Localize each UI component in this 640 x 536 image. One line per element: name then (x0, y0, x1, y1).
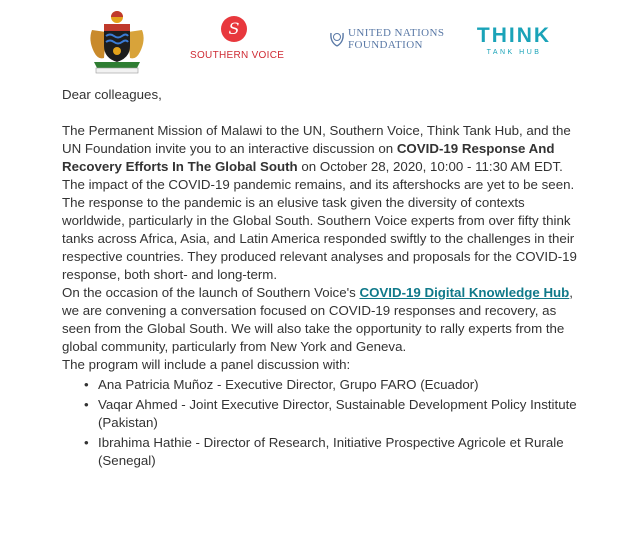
un-foundation-line1: UNITED NATIONS (348, 27, 445, 39)
email-body (62, 86, 582, 472)
list-item: • Ibrahima Hathie - Director of Research, Initiative Prospective Agricole et Rurale (Senegal) (98, 434, 582, 470)
list-item: • Vaqar Ahmed - Joint Executive Director, Sustainable Development Policy Institute (Pakistan) (98, 396, 582, 432)
un-laurel-icon (328, 28, 346, 48)
program-intro: The program will include a panel discussion with: (62, 357, 351, 372)
un-foundation-logo (328, 26, 445, 52)
un-foundation-line2: FOUNDATION (348, 39, 423, 51)
launch-paragraph (62, 284, 582, 356)
list-item: • Ana Patricia Muñoz - Executive Director, Grupo FARO (Ecuador) (98, 376, 582, 394)
logo-row (0, 0, 640, 80)
southern-voice-logo (190, 16, 285, 62)
event-title: COVID-19 Response And Recovery Efforts In The Global South (62, 141, 555, 174)
southern-voice-mark-icon: S (221, 16, 247, 42)
malawi-coat-of-arms-logo (86, 8, 148, 74)
launch-text-after: , we are convening a conversation focused on COVID-19 responses and recovery, as seen from the Global South. We will also take the opportunity to rally experts from the global community, particularly from New York and Geneva. (62, 285, 573, 354)
invitation-paragraph (62, 122, 582, 176)
launch-text-before: On the occasion of the launch of Southern Voice's (62, 285, 360, 300)
knowledge-hub-link[interactable]: COVID-19 Digital Knowledge Hub (359, 285, 570, 300)
impact-paragraph: The impact of the COVID-19 pandemic remains, and its aftershocks are yet to be seen. The response to the pandemic is an elusive task given the diversity of contexts worldwide, particularly in the Global South. Southern Voice experts from over fifty think tanks across Africa, Asia, and Latin America responded swiftly to the challenges in their respective countries. They produced relevant analyses and proposals for the COVID-19 response, both short- and long-term. (62, 177, 577, 282)
event-datetime: on October 28, 2020, 10:00 - 11:30 AM EDT. (297, 159, 563, 174)
panelist-list (62, 376, 582, 470)
think-tank-hub-subtitle: TANK HUB (486, 49, 542, 56)
southern-voice-wordmark: SOUTHERN VOICE (190, 50, 285, 61)
think-tank-hub-logo (474, 24, 554, 58)
think-tank-hub-wordmark: THINK (476, 24, 552, 47)
greeting: Dear colleagues, (62, 87, 162, 102)
invitation-text: The Permanent Mission of Malawi to the UN, Southern Voice, Think Tank Hub, and the UN Foundation invite you to an interactive discussion on (62, 123, 571, 156)
